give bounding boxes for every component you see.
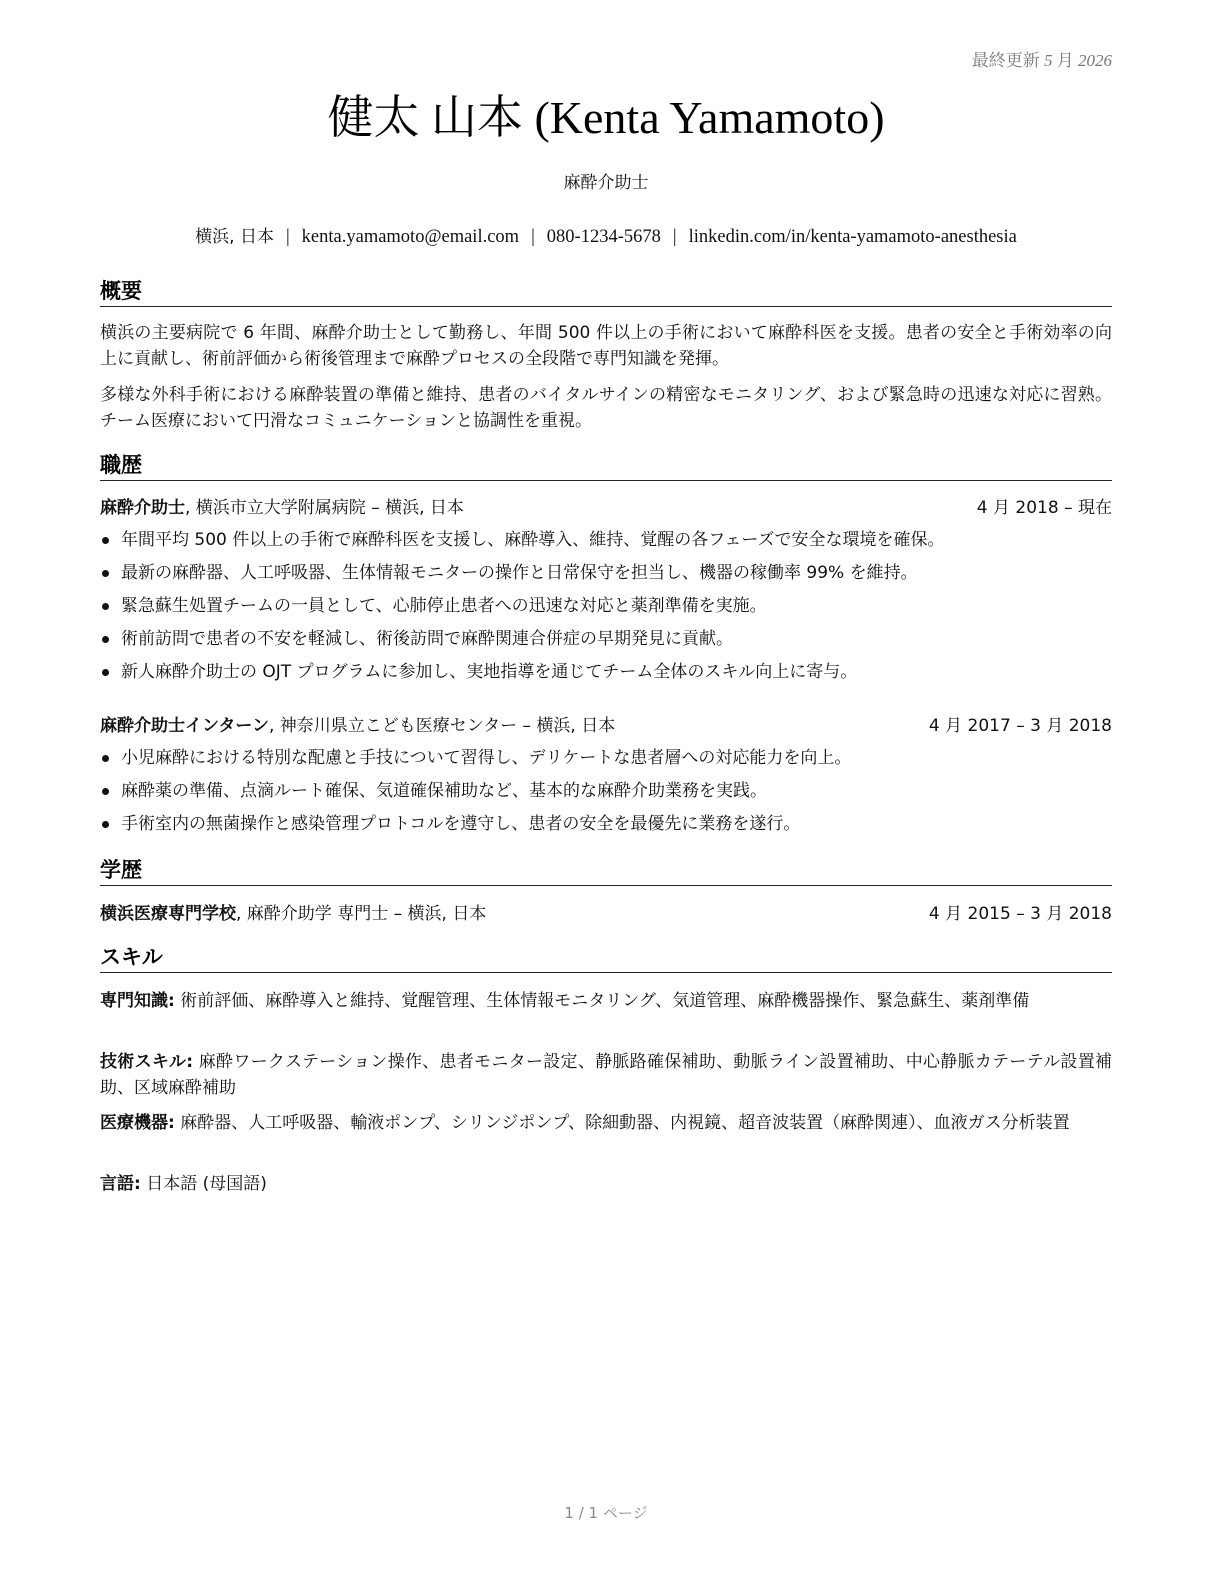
job-bullet-list [100,746,1112,845]
job-organization: , 神奈川県立こども医療センター – 横浜, 日本 [268,716,616,736]
skill-row [100,1171,1112,1197]
job-bullet [100,594,1112,627]
skill-text: 術前評価、麻酔導入と維持、覚醒管理、生体情報モニタリング、気道管理、麻酔機器操作、緊急蘇生、薬剤準備 [174,991,1030,1011]
section-heading-education: 学歴 [100,857,1112,886]
candidate-title: 麻酔介助士 [563,173,649,193]
job-bullet-text: 年間平均 500 件以上の手術で麻酔科医を支援し、麻酔導入、維持、覚醒の各フェーズで安全な環境を確保。 [121,530,945,550]
contact-separator: | [285,227,290,247]
skill-row [100,1049,1112,1101]
skill-label: 技術スキル: [100,1052,194,1072]
summary-paragraph: 横浜の主要病院で 6 年間、麻酔介助士として勤務し、年間 500 件以上の手術において麻酔科医を支援。患者の安全と手術効率の向上に貢献し、術前評価から術後管理まで麻酔プロセスの全段階で専門知識を発揮。 [100,323,1112,369]
job-entry-header [100,714,1112,738]
summary-paragraph: 多様な外科手術における麻酔装置の準備と維持、患者のバイタルサインの精密なモニタリング、および緊急時の迅速な対応に習熟。チーム医療において円滑なコミュニケーションと協調性を重視。 [100,385,1112,431]
job-entry-header [100,496,1112,520]
contact-location: 横浜, 日本 [195,227,274,247]
section-heading-experience: 職歴 [100,452,1112,481]
job-bullet [100,746,1112,779]
job-bullet-text: 緊急蘇生処置チームの一員として、心肺停止患者への迅速な対応と薬剤準備を実施。 [121,596,767,616]
education-dates: 4 月 2015 – 3 月 2018 [928,904,1112,924]
contact-email-link[interactable]: kenta.yamamoto@email.com [301,227,520,247]
last-updated-month-unit: 月 [1056,51,1074,70]
job-dates: 4 月 2017 – 3 月 2018 [928,716,1112,736]
job-bullet-text: 麻酔薬の準備、点滴ルート確保、気道確保補助など、基本的な麻酔介助業務を実践。 [121,781,767,801]
page-indicator: 1 / 1 ページ [564,1504,648,1522]
bullet-dot-icon [102,788,109,795]
last-updated [972,46,1112,71]
bullet-dot-icon [102,537,109,544]
contact-separator: | [531,227,535,247]
contact-phone: 080-1234-5678 [546,227,661,247]
skill-label: 言語: [100,1174,141,1194]
skill-row [100,988,1112,1014]
resume-page [100,0,1112,1584]
job-bullet [100,779,1112,812]
skill-text: 麻酔器、人工呼吸器、輸液ポンプ、シリンジポンプ、除細動器、内視鏡、超音波装置（麻酔関連）、血液ガス分析装置 [174,1113,1070,1133]
job-bullet [100,627,1112,660]
last-updated-month: 5 [1044,51,1053,70]
job-role: 麻酔介助士インターン [100,716,269,736]
skill-row [100,1110,1112,1136]
job-bullet [100,561,1112,594]
section-heading-summary: 概要 [100,278,1112,307]
education-school: 横浜医療専門学校 [100,904,236,924]
job-bullet-text: 最新の麻酔器、人工呼吸器、生体情報モニターの操作と日常保守を担当し、機器の稼働率 99% を維持。 [121,563,918,583]
bullet-dot-icon [102,570,109,577]
job-dates: 4 月 2018 – 現在 [976,498,1112,518]
job-bullet [100,812,1112,845]
last-updated-label: 最終更新 [971,51,1040,70]
last-updated-year: 2026 [1078,51,1112,70]
job-bullet-list [100,528,1112,693]
job-bullet-text: 手術室内の無菌操作と感染管理プロトコルを遵守し、患者の安全を最優先に業務を遂行。 [121,814,801,834]
bullet-dot-icon [102,669,109,676]
job-bullet-text: 小児麻酔における特別な配慮と手技について習得し、デリケートな患者層への対応能力を向上。 [121,748,852,768]
skill-label: 専門知識: [100,991,175,1011]
job-bullet-text: 術前訪問で患者の不安を軽減し、術後訪問で麻酔関連合併症の早期発見に貢献。 [121,629,733,649]
candidate-name: 健太 山本 (Kenta Yamamoto) [327,92,885,143]
job-role: 麻酔介助士 [100,498,185,518]
education-degree: , 麻酔介助学 専門士 – 横浜, 日本 [236,904,487,924]
contact-line [80,225,1132,249]
bullet-dot-icon [102,603,109,610]
job-bullet [100,660,1112,693]
bullet-dot-icon [102,636,109,643]
job-organization: , 横浜市立大学附属病院 – 横浜, 日本 [185,498,464,518]
contact-separator: | [672,227,677,247]
education-entry-header [100,902,1112,926]
job-bullet-text: 新人麻酔介助士の OJT プログラムに参加し、実地指導を通じてチーム全体のスキル向上に寄与。 [121,662,858,682]
bullet-dot-icon [102,755,109,762]
job-bullet [100,528,1112,561]
section-heading-skills: スキル [100,944,1112,973]
skill-text: 麻酔ワークステーション操作、患者モニター設定、静脈路確保補助、動脈ライン設置補助、中心静脈カテーテル設置補助、区域麻酔補助 [100,1052,1112,1098]
contact-linkedin-link[interactable]: linkedin.com/in/kenta-yamamoto-anesthesia [688,227,1017,247]
skill-label: 医療機器: [100,1113,175,1133]
bullet-dot-icon [102,821,109,828]
skill-text: 日本語 (母国語) [140,1174,267,1194]
